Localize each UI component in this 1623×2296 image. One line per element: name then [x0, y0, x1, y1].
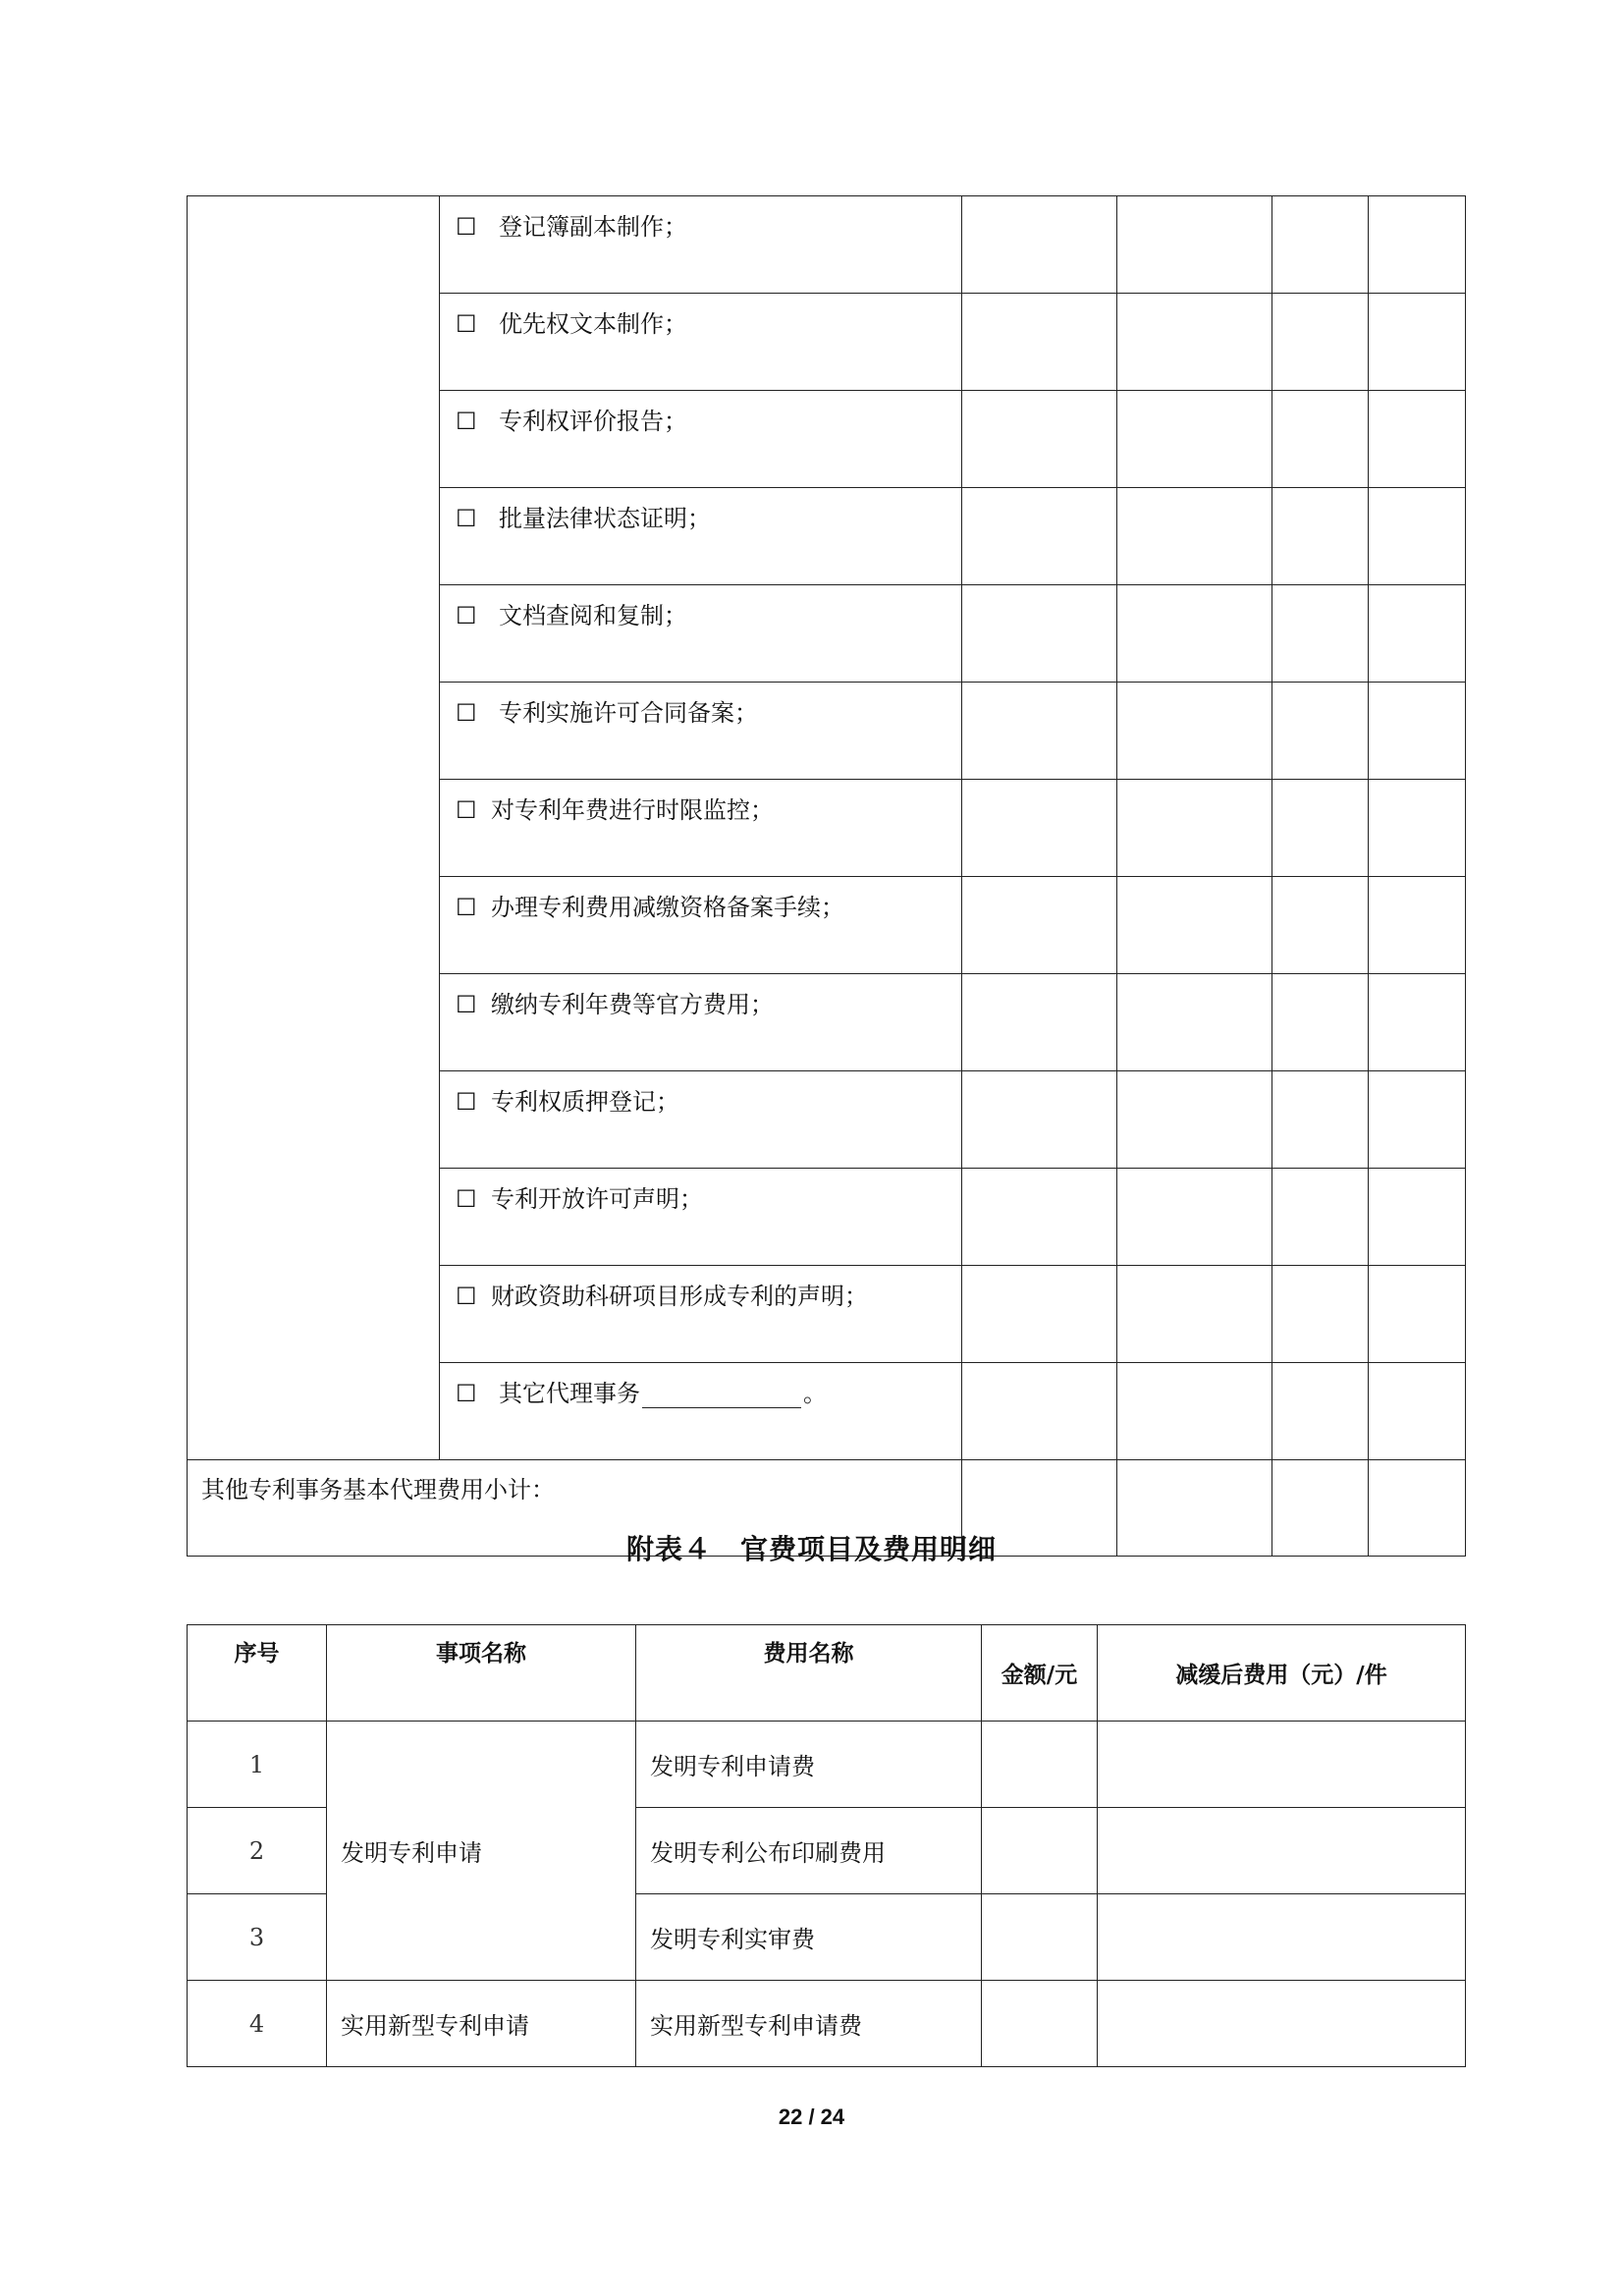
service-item-label: 优先权文本制作；	[499, 310, 687, 338]
service-item-label: 专利权质押登记；	[491, 1088, 679, 1116]
fee-cell[interactable]	[962, 294, 1117, 391]
service-item-label: 文档查阅和复制；	[499, 602, 687, 629]
checkbox-icon[interactable]: ☐	[456, 1380, 477, 1407]
fee-cell[interactable]	[1369, 1169, 1466, 1266]
header-amount: 金额/元	[982, 1625, 1098, 1722]
service-item-label: 专利开放许可声明；	[491, 1185, 703, 1213]
fee-cell[interactable]	[1369, 877, 1466, 974]
service-item	[440, 877, 962, 974]
service-item	[440, 683, 962, 780]
service-item	[440, 391, 962, 488]
row-fee-name: 发明专利实审费	[636, 1894, 982, 1981]
service-item	[440, 974, 962, 1071]
service-items-table	[187, 195, 1466, 1557]
fee-cell[interactable]	[1117, 780, 1272, 877]
row-seq: 3	[188, 1894, 327, 1981]
service-item	[440, 585, 962, 683]
fee-cell[interactable]	[962, 683, 1117, 780]
fee-cell[interactable]	[1117, 585, 1272, 683]
service-item	[440, 488, 962, 585]
fee-cell[interactable]	[1272, 877, 1369, 974]
fee-cell[interactable]	[962, 877, 1117, 974]
fee-cell[interactable]	[962, 1266, 1117, 1363]
fee-cell[interactable]	[1272, 1169, 1369, 1266]
checkbox-icon[interactable]: ☐	[456, 408, 477, 435]
fee-cell[interactable]	[962, 585, 1117, 683]
service-item	[440, 780, 962, 877]
service-item	[440, 1169, 962, 1266]
service-item	[440, 1266, 962, 1363]
checkbox-icon[interactable]: ☐	[456, 991, 477, 1018]
fee-cell[interactable]	[1272, 391, 1369, 488]
fee-cell[interactable]	[1272, 488, 1369, 585]
fee-cell[interactable]	[962, 1071, 1117, 1169]
fee-cell[interactable]	[1369, 1266, 1466, 1363]
row-seq: 1	[188, 1722, 327, 1808]
category-cell	[188, 196, 440, 1460]
subtotal-label: 其他专利事务基本代理费用小计：	[188, 1460, 962, 1557]
checkbox-icon[interactable]: ☐	[456, 602, 477, 629]
reduced-cell[interactable]	[1098, 1808, 1466, 1894]
fee-cell[interactable]	[962, 780, 1117, 877]
service-item-label: 财政资助科研项目形成专利的声明；	[491, 1283, 868, 1310]
table-row	[188, 1722, 1466, 1808]
checkbox-icon[interactable]: ☐	[456, 213, 477, 241]
checkbox-icon[interactable]: ☐	[456, 310, 477, 338]
item-suffix: 。	[803, 1380, 827, 1407]
fee-cell[interactable]	[1117, 1363, 1272, 1460]
fee-cell[interactable]	[1272, 683, 1369, 780]
fee-cell[interactable]	[962, 1363, 1117, 1460]
table-header-row	[188, 1625, 1466, 1722]
official-fees-table	[187, 1624, 1466, 2067]
group-item-name: 发明专利申请	[327, 1722, 636, 1981]
fill-in-blank[interactable]	[642, 1384, 801, 1408]
row-fee-name: 发明专利公布印刷费用	[636, 1808, 982, 1894]
fee-cell[interactable]	[1272, 1266, 1369, 1363]
fee-cell[interactable]	[1117, 294, 1272, 391]
fee-cell[interactable]	[1117, 683, 1272, 780]
fee-cell[interactable]	[1369, 974, 1466, 1071]
fee-cell[interactable]	[1117, 1266, 1272, 1363]
fee-cell[interactable]	[1117, 877, 1272, 974]
service-item-label: 办理专利费用减缴资格备案手续；	[491, 894, 844, 921]
fee-cell[interactable]	[962, 974, 1117, 1071]
service-item-label: 缴纳专利年费等官方费用；	[491, 991, 774, 1018]
reduced-cell[interactable]	[1098, 1894, 1466, 1981]
fee-cell[interactable]	[1369, 196, 1466, 294]
fee-cell[interactable]	[962, 196, 1117, 294]
fee-cell[interactable]	[962, 1169, 1117, 1266]
row-fee-name: 实用新型专利申请费	[636, 1981, 982, 2067]
fee-cell[interactable]	[1369, 294, 1466, 391]
checkbox-icon[interactable]: ☐	[456, 699, 477, 727]
service-item-label: 专利实施许可合同备案；	[499, 699, 758, 727]
header-fee-name: 费用名称	[636, 1625, 982, 1722]
fee-cell[interactable]	[1272, 1363, 1369, 1460]
fee-cell[interactable]	[1272, 196, 1369, 294]
fee-cell[interactable]	[1272, 974, 1369, 1071]
fee-cell[interactable]	[1117, 1169, 1272, 1266]
reduced-cell[interactable]	[1098, 1981, 1466, 2067]
page-number: 22 / 24	[778, 2105, 845, 2129]
fee-cell[interactable]	[1272, 780, 1369, 877]
service-item	[440, 294, 962, 391]
header-reduced: 减缓后费用（元）/件	[1098, 1625, 1466, 1722]
amount-cell[interactable]	[982, 1981, 1098, 2067]
table-row	[188, 1981, 1466, 2067]
row-seq: 2	[188, 1808, 327, 1894]
fee-cell[interactable]	[962, 391, 1117, 488]
amount-cell[interactable]	[982, 1894, 1098, 1981]
fee-cell[interactable]	[1117, 196, 1272, 294]
checkbox-icon[interactable]: ☐	[456, 1088, 477, 1116]
service-item-other	[440, 1363, 962, 1460]
table-row	[188, 196, 1466, 294]
fee-cell[interactable]	[1369, 391, 1466, 488]
checkbox-icon[interactable]: ☐	[456, 1185, 477, 1213]
fee-cell[interactable]	[1369, 780, 1466, 877]
service-item	[440, 196, 962, 294]
row-item-name: 实用新型专利申请	[327, 1981, 636, 2067]
fee-cell[interactable]	[1369, 1363, 1466, 1460]
row-fee-name: 发明专利申请费	[636, 1722, 982, 1808]
amount-cell[interactable]	[982, 1722, 1098, 1808]
appendix-4-title: 附表４ 官费项目及费用明细	[625, 1533, 997, 1565]
checkbox-icon[interactable]: ☐	[456, 796, 477, 824]
fee-cell[interactable]	[1272, 294, 1369, 391]
checkbox-icon[interactable]: ☐	[456, 894, 477, 921]
service-item	[440, 1071, 962, 1169]
service-item-label: 批量法律状态证明；	[499, 505, 711, 532]
fee-cell[interactable]	[1369, 585, 1466, 683]
service-item-label: 专利权评价报告；	[499, 408, 687, 435]
checkbox-icon[interactable]: ☐	[456, 1283, 477, 1310]
row-seq: 4	[188, 1981, 327, 2067]
fee-cell[interactable]	[1117, 391, 1272, 488]
fee-cell[interactable]	[1369, 683, 1466, 780]
amount-cell[interactable]	[982, 1808, 1098, 1894]
service-item-label: 其它代理事务	[499, 1380, 640, 1407]
fee-cell[interactable]	[962, 488, 1117, 585]
fee-cell[interactable]	[1117, 974, 1272, 1071]
fee-cell[interactable]	[1117, 488, 1272, 585]
fee-cell[interactable]	[1369, 488, 1466, 585]
fee-cell[interactable]	[1117, 1071, 1272, 1169]
reduced-cell[interactable]	[1098, 1722, 1466, 1808]
checkbox-icon[interactable]: ☐	[456, 505, 477, 532]
fee-cell[interactable]	[1272, 585, 1369, 683]
service-item-label: 登记簿副本制作；	[499, 213, 687, 241]
header-item: 事项名称	[327, 1625, 636, 1722]
header-seq: 序号	[188, 1625, 327, 1722]
fee-cell[interactable]	[1272, 1071, 1369, 1169]
fee-cell[interactable]	[1369, 1071, 1466, 1169]
service-item-label: 对专利年费进行时限监控；	[491, 796, 774, 824]
